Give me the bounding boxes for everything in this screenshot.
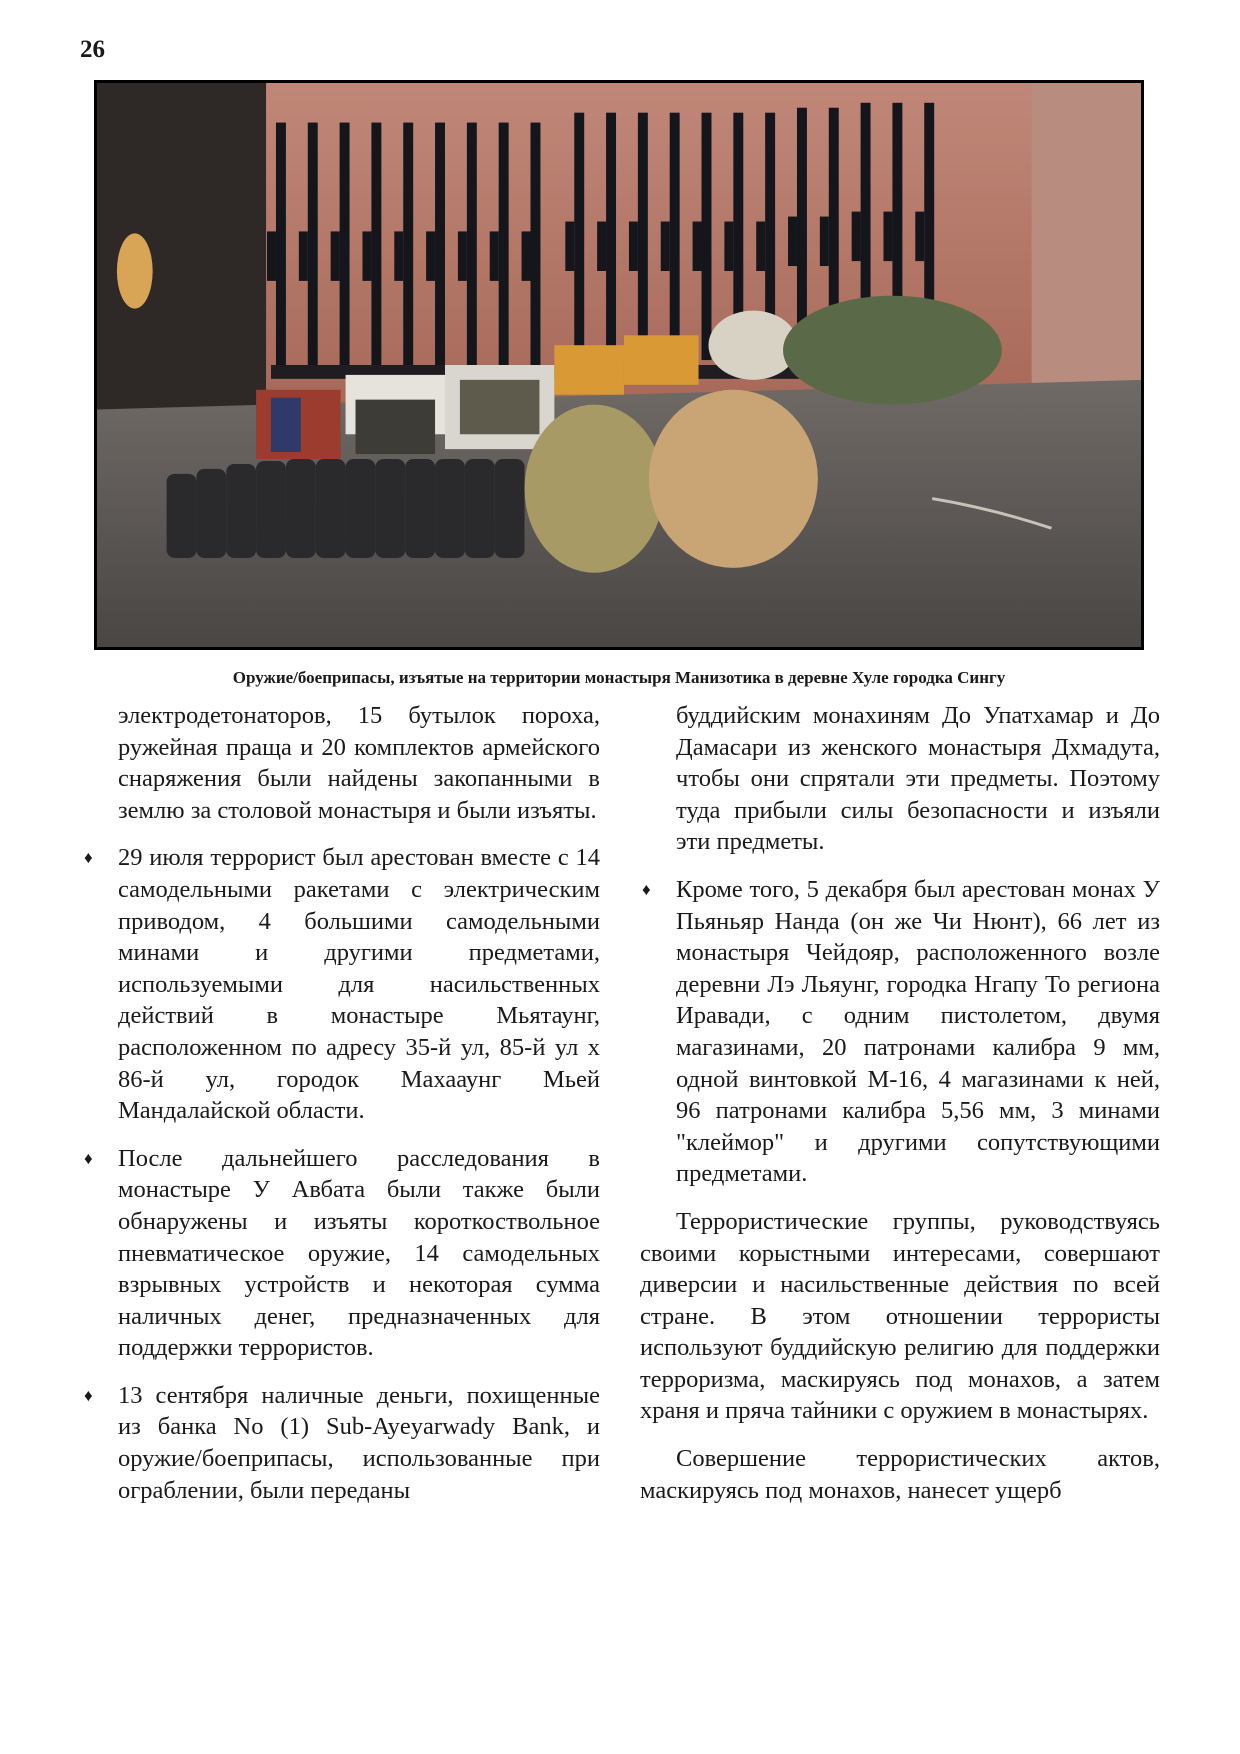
seized-weapons-photo bbox=[94, 80, 1144, 650]
left-column bbox=[84, 700, 600, 1522]
bullet-diamond-icon: ♦ bbox=[642, 879, 651, 899]
seized-weapons-image bbox=[97, 83, 1141, 647]
bullet-text: 13 сентября наличные деньги, похищенные из банка No (1) Sub-Ayeyarwady Bank, и оружие/боеприпасы, использованные при ограблении, были переданы bbox=[118, 1381, 600, 1504]
bullet-diamond-icon: ♦ bbox=[84, 848, 93, 868]
body-paragraph: Совершение террористических актов, маскируясь под монахов, нанесет ущерб bbox=[640, 1445, 1160, 1504]
bullet-diamond-icon: ♦ bbox=[84, 1385, 93, 1405]
bullet-item bbox=[84, 1380, 600, 1506]
bullet-text: Кроме того, 5 декабря был арестован монах У Пьяньяр Нанда (он же Чи Нюнт), 66 лет из монастыря Чейдояр, расположенного возле деревни Лэ Льяунг, городка Нгапу То региона Иравади, с одним пистолетом, двумя магазинами, 20 патронами калибра 9 мм, одной винтовкой М-16, 4 магазинами к ней, 96 патронами калибра 5,56 мм, 3 минами "клеймор" и другими сопутствующими предметами. bbox=[676, 875, 1160, 1188]
page-number: 26 bbox=[80, 36, 105, 63]
right-continuation-paragraph: буддийским монахиням До Упатхамар и До Дамасари из женского монастыря Дхмадута, чтобы они спрятали эти предметы. Поэтому туда прибыли силы безопасности и изъяли эти предметы. bbox=[676, 702, 1160, 856]
bullet-text: После дальнейшего расследования в монастыре У Авбата были также были обнаружены и изъяты короткоствольное пневматическое оружие, 14 самодельных взрывных устройств и некоторая сумма наличных денег, предназначенных для поддержки террористов. bbox=[118, 1144, 600, 1362]
left-continuation-paragraph: электродетонаторов, 15 бутылок пороха, ружейная праща и 20 комплектов армейского снаряжения были найдены закопанными в землю за столовой монастыря и были изъяты. bbox=[118, 702, 600, 824]
bullet-item bbox=[84, 842, 600, 1126]
body-paragraph: Террористические группы, руководствуясь своими корыстными интересами, совершают диверсии и насильственные действия по всей стране. В этом отношении террористы используют буддийскую религию для поддержки терроризма, маскируясь под монахов, а затем храня и пряча тайники с оружием в монастырях. bbox=[640, 1207, 1160, 1425]
right-column bbox=[640, 700, 1160, 1522]
bullet-item bbox=[84, 1143, 600, 1364]
bullet-diamond-icon: ♦ bbox=[84, 1148, 93, 1168]
bullet-text: 29 июля террорист был арестован вместе с 14 самодельными ракетами с электрическим приводом, 4 большими самодельными минами и другими предметами, используемыми для насильственных действий в монастыре Мьятаунг, расположенном по адресу 35-й ул, 85-й ул х 86-й ул, городок Махааунг Мьей Мандалайской области. bbox=[118, 844, 600, 1125]
bullet-item bbox=[640, 874, 1160, 1190]
magazines bbox=[167, 459, 525, 558]
photo-caption: Оружие/боеприпасы, изъятые на территории монастыря Манизотика в деревне Хуле городка Сингу bbox=[232, 668, 1006, 687]
